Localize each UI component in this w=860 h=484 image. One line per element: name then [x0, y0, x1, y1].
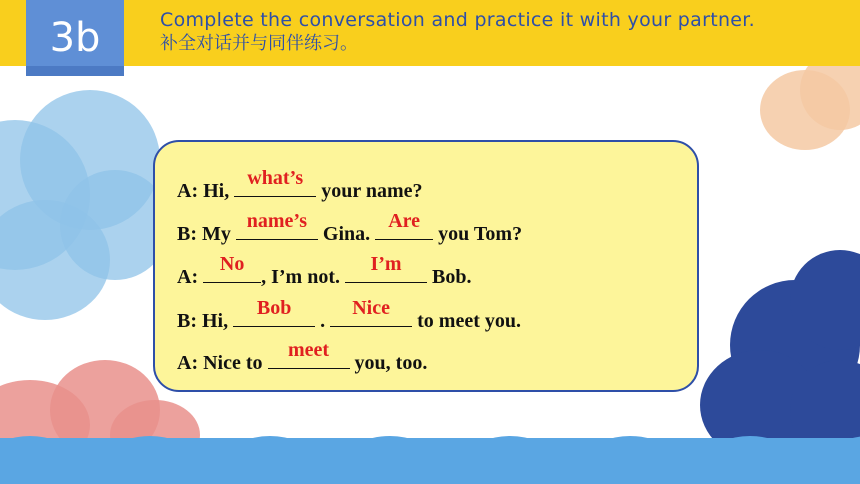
dialogue-line	[177, 210, 523, 246]
line-text: B: Hi,	[177, 310, 234, 332]
line-text: .	[315, 310, 331, 332]
footer-band	[0, 438, 860, 484]
section-tag-accent	[26, 66, 124, 76]
answer-text: No	[219, 253, 245, 275]
line-text: B: My	[177, 223, 236, 245]
dialogue-line	[177, 167, 423, 203]
navy-cloud-decoration	[700, 250, 860, 450]
answer-text: I’m	[370, 253, 402, 275]
line-text: A: Hi,	[177, 180, 235, 202]
line-text: Gina.	[317, 223, 376, 245]
answer-text: meet	[287, 339, 330, 361]
line-text: you Tom?	[433, 223, 523, 245]
answer-blank	[345, 253, 427, 283]
dialogue-card	[153, 140, 699, 392]
line-text: Bob.	[427, 266, 472, 288]
dialogue-line	[177, 253, 472, 289]
answer-blank	[203, 253, 261, 283]
answer-blank	[268, 339, 350, 369]
instructions	[160, 8, 755, 56]
answer-text: what’s	[247, 167, 304, 189]
line-text: A:	[177, 266, 204, 288]
section-tag: 3b	[26, 0, 124, 76]
instruction-chinese: 补全对话并与同伴练习。	[160, 33, 358, 54]
instruction-english: Complete the conversation and practice it with your partner.	[160, 9, 755, 31]
answer-blank	[233, 297, 315, 327]
line-text: , I’m not.	[261, 266, 345, 288]
line-text: to meet you.	[412, 310, 521, 332]
dialogue-line	[177, 339, 428, 375]
answer-blank	[236, 210, 318, 240]
answer-blank	[234, 167, 316, 197]
line-text: your name?	[316, 180, 423, 202]
line-text: you, too.	[349, 352, 428, 374]
answer-text: Bob	[256, 297, 292, 319]
answer-text: Nice	[352, 297, 390, 319]
answer-blank	[375, 210, 433, 240]
answer-text: name’s	[246, 210, 308, 232]
answer-blank	[330, 297, 412, 327]
answer-text: Are	[388, 210, 421, 232]
line-text: A: Nice to	[177, 352, 268, 374]
dialogue-line	[177, 297, 521, 333]
